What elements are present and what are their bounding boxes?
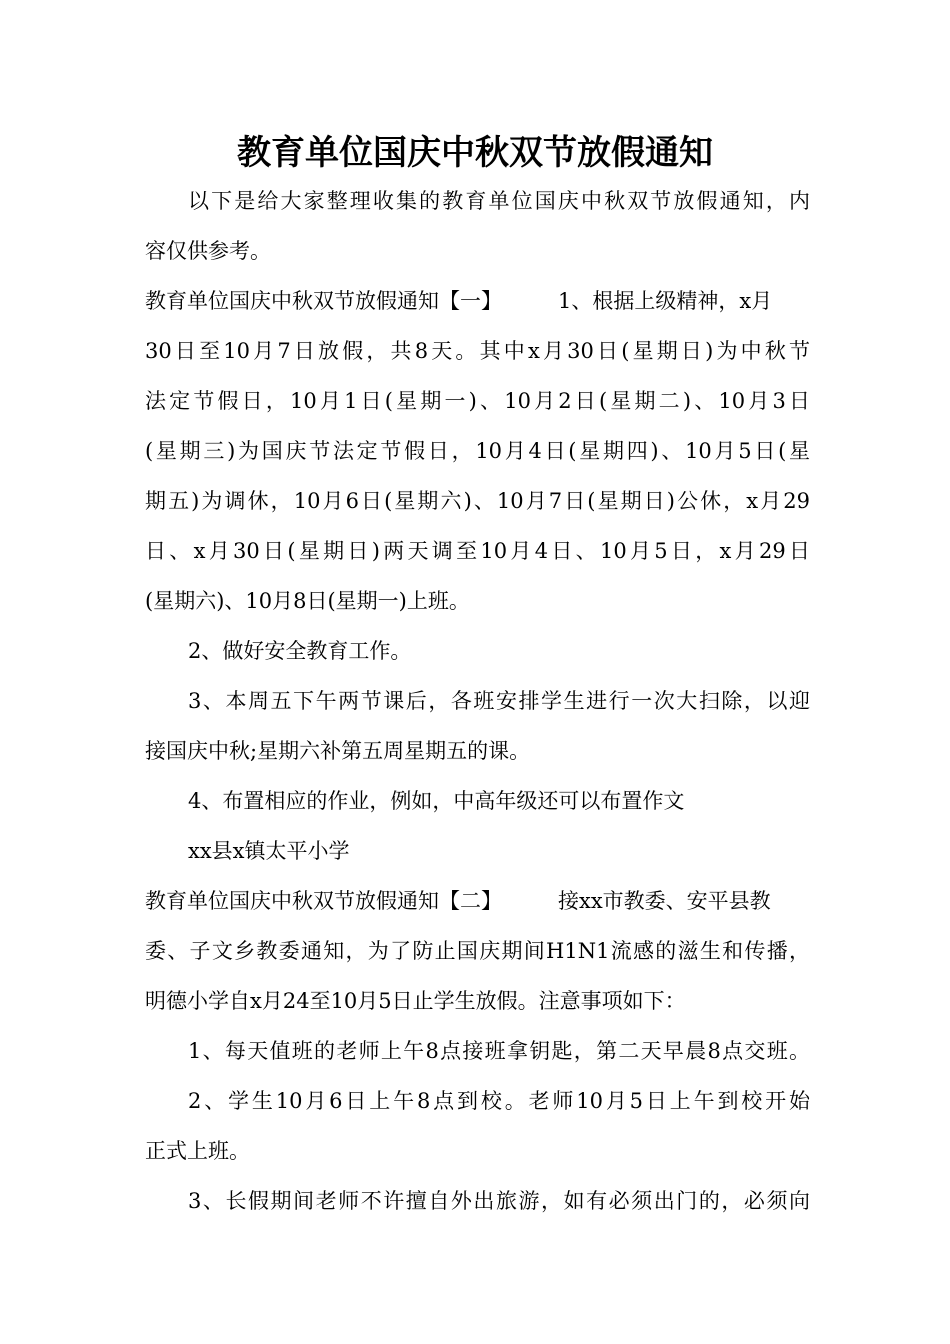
text-line: 正式上班。 (145, 1139, 250, 1163)
school-signature: xx县x镇太平小学 (188, 839, 350, 863)
text-line: 30日至10月7日放假，共8天。其中x月30日(星期日)为中秋节 (145, 339, 810, 363)
text-line: 2、学生10月6日上午8点到校。老师10月5日上午到校开始 (188, 1089, 810, 1113)
text-line: 明德小学自x月24至10月5日止学生放假。注意事项如下： (145, 989, 686, 1013)
text-line (145, 876, 810, 926)
text-line: 接国庆中秋;星期六补第五周星期五的课。 (145, 739, 531, 763)
text-span: 1、根据上级精神，x月 (558, 289, 773, 313)
text-line: 日、x月30日(星期日)两天调至10月4日、10月5日，x月29日 (145, 539, 810, 563)
section-heading-1: 教育单位国庆中秋双节放假通知【一】 (145, 289, 502, 313)
text-line: 委、子文乡教委通知，为了防止国庆期间H1N1流感的滋生和传播， (145, 939, 810, 963)
text-line: 容仅供参考。 (145, 239, 271, 263)
text-line: 4、布置相应的作业，例如，中高年级还可以布置作文 (188, 789, 685, 813)
text-line (145, 276, 810, 326)
text-line: 1、每天值班的老师上午8点接班拿钥匙，第二天早晨8点交班。 (188, 1039, 810, 1063)
text-line: 期五)为调休，10月6日(星期六)、10月7日(星期日)公休，x月29 (145, 489, 810, 513)
section-heading-2: 教育单位国庆中秋双节放假通知【二】 (145, 889, 502, 913)
text-line: 3、本周五下午两节课后，各班安排学生进行一次大扫除，以迎 (188, 689, 810, 713)
text-line: 法定节假日，10月1日(星期一)、10月2日(星期二)、10月3日 (145, 389, 810, 413)
text-line: 3、长假期间老师不许擅自外出旅游，如有必须出门的，必须向 (188, 1189, 810, 1213)
document-title: 教育单位国庆中秋双节放假通知 (237, 133, 713, 173)
text-line: (星期三)为国庆节法定节假日，10月4日(星期四)、10月5日(星 (145, 439, 810, 463)
text-line: 2、做好安全教育工作。 (188, 639, 412, 663)
text-line: (星期六)、10月8日(星期一)上班。 (145, 589, 470, 613)
text-line: 以下是给大家整理收集的教育单位国庆中秋双节放假通知，内 (188, 189, 810, 213)
text-span: 接xx市教委、安平县教 (558, 889, 771, 913)
